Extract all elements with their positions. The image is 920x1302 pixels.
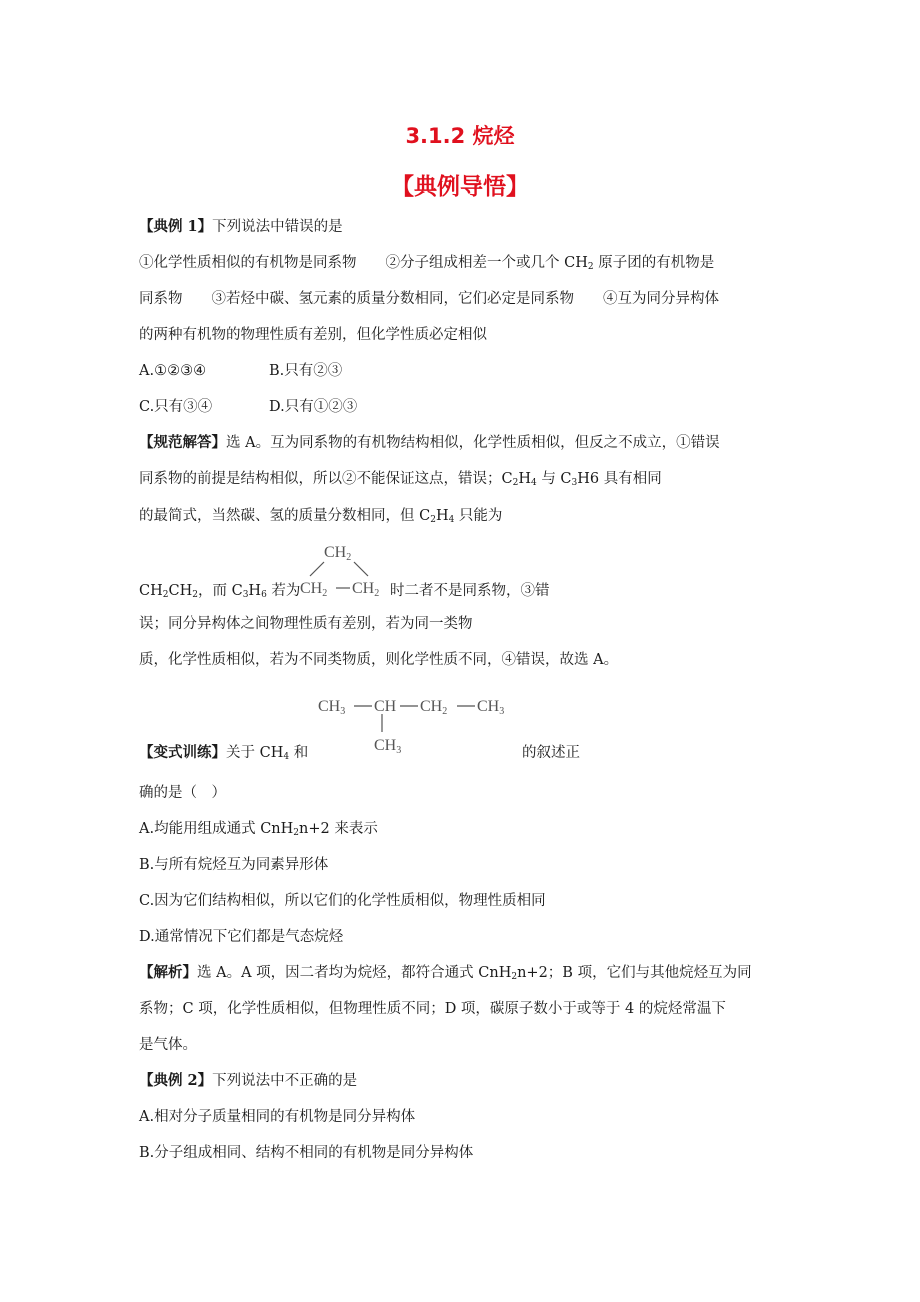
variant-analysis-line: 是气体。 xyxy=(139,1037,197,1053)
example1-answer-line: $CH_2CH_2$，而 $C_3H_6$ 若为 xyxy=(139,583,301,600)
example1-label: 【典例 1】 xyxy=(139,218,213,235)
example1-option-a: A.①②③④ xyxy=(139,363,207,379)
example1-answer-line: 同系物的前提是结构相似，所以②不能保证这点，错误；$C_2H_4$ 与 $C_3H6$ 具有相同 xyxy=(139,471,662,488)
variant-option-d: D.通常情况下它们都是气态烷烃 xyxy=(139,929,344,945)
variant-option-a: A.均能用组成通式 CnH$_2$n+2 来表示 xyxy=(139,821,378,838)
ring-bond xyxy=(354,562,368,576)
ring-right-ch2: CH2 xyxy=(352,580,380,599)
example2-question: 【典例 2】下列说法中不正确的是 xyxy=(139,1072,358,1089)
ring-bond xyxy=(310,562,324,576)
struct-ch3-left: CH3 xyxy=(318,698,346,717)
example2-option-b: B.分子组成相同、结构不相同的有机物是同分异构体 xyxy=(139,1145,474,1161)
branched-alkane-structure xyxy=(318,692,528,758)
struct-ch: CH xyxy=(374,698,397,715)
example1-option-d: D.只有①②③ xyxy=(269,399,358,415)
page-title: 3.1.2 烷烃 xyxy=(405,124,515,148)
ring-left-ch2: CH2 xyxy=(300,580,328,599)
variant-question: 【变式训练】关于 $CH_4$ 和 xyxy=(139,744,309,762)
example1-question: 【典例 1】下列说法中错误的是 xyxy=(139,218,343,235)
example1-statement-line: 的两种有机物的物理性质有差别，但化学性质必定相似 xyxy=(139,327,487,343)
variant-option-b: B.与所有烷烃互为同素异形体 xyxy=(139,857,329,873)
example1-answer-line: 时二者不是同系物，③错 xyxy=(390,583,550,599)
example1-option-b: B.只有②③ xyxy=(269,363,343,379)
example1-answer-line: 质，化学性质相似，若为不同类物质，则化学性质不同，④错误，故选 A。 xyxy=(139,652,619,668)
ring-top-ch2: CH2 xyxy=(324,544,352,563)
variant-question-line: 确的是（ ） xyxy=(139,785,226,801)
variant-option-c: C.因为它们结构相似，所以它们的化学性质相似，物理性质相同 xyxy=(139,893,546,909)
example1-statement-line: ①化学性质相似的有机物是同系物 ②分子组成相差一个或几个 $CH_2$ 原子团的有机物是 xyxy=(139,255,715,272)
answer-label: 【规范解答】 xyxy=(139,434,226,451)
variant-analysis-line: 系物；C 项，化学性质相似，但物理性质不同；D 项，碳原子数小于或等于 4 的烷烃常温下 xyxy=(139,1001,726,1017)
example1-answer: 【规范解答】选 A。互为同系物的有机物结构相似，化学性质相似，但反之不成立，①错误 xyxy=(139,434,720,451)
struct-ch3-right: CH3 xyxy=(477,698,505,717)
example1-statement-line: 同系物 ③若烃中碳、氢元素的质量分数相同，它们必定是同系物 ④互为同分异构体 xyxy=(139,291,719,307)
example2-option-a: A.相对分子质量相同的有机物是同分异构体 xyxy=(139,1109,416,1125)
example1-answer-line: 的最简式，当然碳、氢的质量分数相同，但 $C_2H_4$ 只能为 xyxy=(139,508,503,525)
analysis-label: 【解析】 xyxy=(139,964,197,981)
cyclopropane-structure xyxy=(294,538,394,600)
example1-answer-line: 误；同分异构体之间物理性质有差别，若为同一类物 xyxy=(139,616,473,632)
struct-ch2: CH2 xyxy=(420,698,448,717)
variant-question-tail: 的叙述正 xyxy=(522,745,580,761)
section-heading: 【典例导悟】 xyxy=(391,174,529,200)
variant-label: 【变式训练】 xyxy=(139,744,226,761)
example2-label: 【典例 2】 xyxy=(139,1072,213,1089)
struct-ch3-branch: CH3 xyxy=(374,737,402,756)
example1-option-c: C.只有③④ xyxy=(139,399,213,415)
variant-analysis: 【解析】选 A。A 项，因二者均为烷烃，都符合通式 CnH$_2$n+2；B 项，它们与其他烷烃互为同 xyxy=(139,964,752,982)
